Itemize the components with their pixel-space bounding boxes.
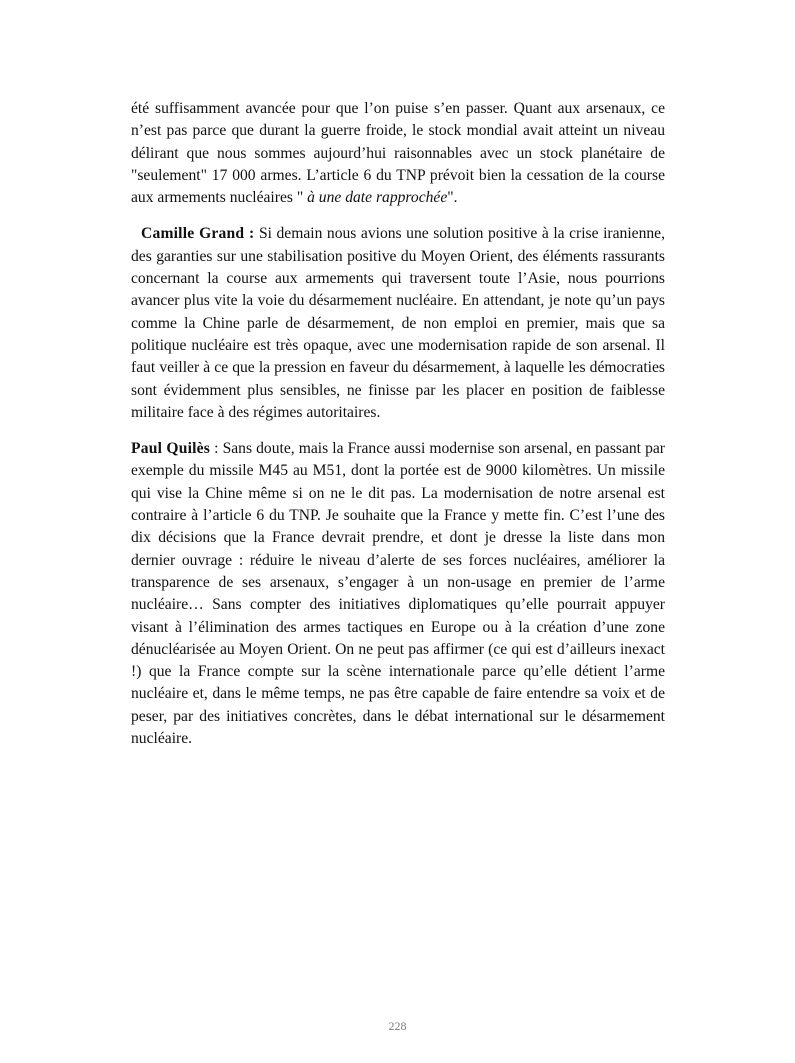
- speaker-camille-grand: Camille Grand :: [141, 225, 255, 243]
- paragraph-paul-quiles: [131, 438, 665, 750]
- paragraph1-end: ".: [447, 189, 458, 207]
- page-body: [131, 98, 665, 750]
- paragraph1-italic-quote: à une date rapprochée: [307, 189, 448, 207]
- page-number: 228: [388, 1019, 407, 1033]
- speaker-paul-quiles: Paul Quilès: [131, 440, 211, 458]
- paragraph-continuation: [131, 98, 665, 209]
- paragraph1-text: été suffisamment avancée pour que l’on puise s’en passer. Quant aux arsenaux, ce n’est pas parce que durant la guerre froide, le stock mondial avait atteint un niveau délirant que nous sommes aujourd’hui raisonnables avec un stock planétaire de "seulement" 17 000 armes. L’article 6 du TNP prévoit bien la cessation de la course aux armements nucléaires ": [131, 100, 665, 207]
- paragraph-camille-grand: [131, 223, 665, 424]
- paragraph2-text: Si demain nous avions une solution positive à la crise iranienne, des garanties sur une stabilisation positive du Moyen Orient, des éléments rassurants concernant la course aux armements qui traversent toute l’Asie, nous pourrions avancer plus vite la voie du désarmement nucléaire. En attendant, je note qu’un pays comme la Chine parle de désarmement, de non emploi en premier, mais que sa politique nucléaire est très opaque, avec une modernisation rapide de son arsenal. Il faut veiller à ce que la pression en faveur du désarmement, à laquelle les démocraties sont évidemment plus sensibles, ne finisse par les placer en position de faiblesse militaire face à des régimes autoritaires.: [131, 225, 665, 421]
- paragraph3-text: : Sans doute, mais la France aussi modernise son arsenal, en passant par exemple du missile M45 au M51, dont la portée est de 9000 kilomètres. Un missile qui vise la Chine même si on ne le dit pas. La modernisation de notre arsenal est contraire à l’article 6 du TNP. Je souhaite que la France y mette fin. C’est l’une des dix décisions que la France devrait prendre, et dont je dresse la liste dans mon dernier ouvrage : réduire le niveau d’alerte de ses forces nucléaires, améliorer la transparence de ses arsenaux, s’engager à un non-usage en premier de l’arme nucléaire… Sans compter des initiatives diplomatiques qu’elle pourrait appuyer visant à l’élimination des armes tactiques en Europe ou à la création d’une zone dénucléarisée au Moyen Orient. On ne peut pas affirmer (ce qui est d’ailleurs inexact !) que la France compte sur la scène internationale parce qu’elle détient l’arme nucléaire et, dans le même temps, ne pas être capable de faire entendre sa voix et de peser, par des initiatives concrètes, dans le débat international sur le désarmement nucléaire.: [131, 440, 665, 748]
